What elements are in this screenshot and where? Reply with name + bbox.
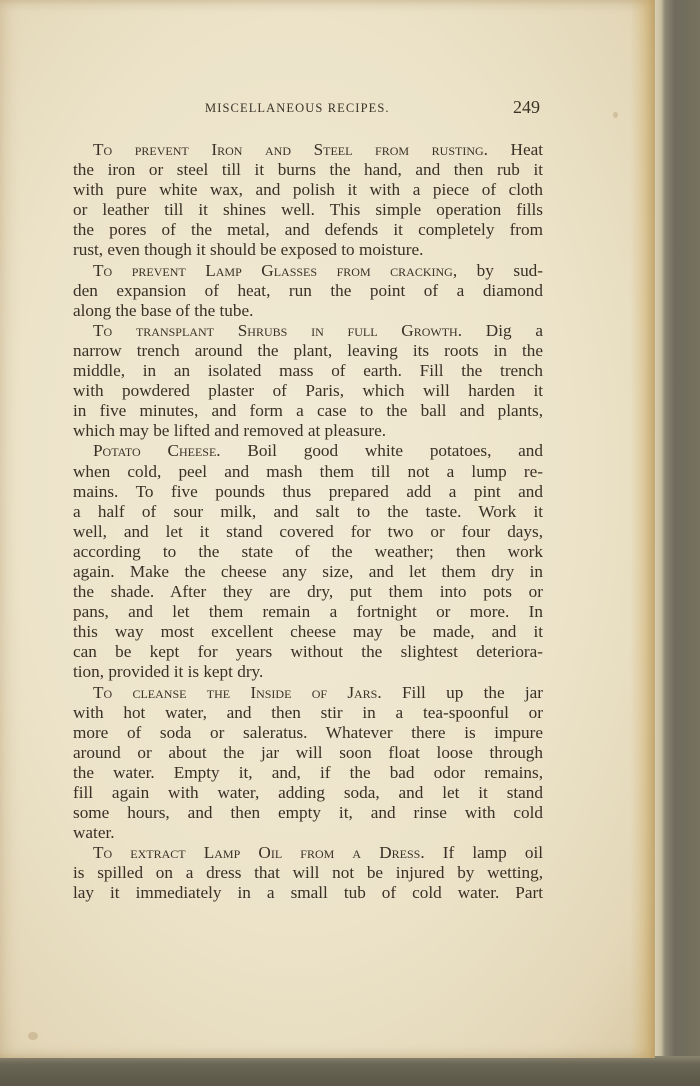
text-line [73,140,543,160]
recipe-text: by sud- [457,260,543,280]
text-line: a half of sour milk, and salt to the taste. Work it [73,501,543,521]
text-line [73,441,543,461]
text-line: the shade. After they are dry, put them into pots or [73,582,543,602]
foxing-spot [613,112,618,118]
text-line: according to the state of the weather; then work [73,541,543,561]
text-line [73,683,543,703]
body-text [73,140,543,904]
text-line: when cold, peel and mash them till not a lump re- [73,461,543,481]
text-line: with powdered plaster of Paris, which will harden it [73,381,543,401]
text-line: the water. Empty it, and, if the bad odor remains, [73,762,543,782]
recipe-text: Dig a [462,320,543,340]
text-line: or leather till it shines well. This simple operation fills [73,200,543,220]
running-head: MISCELLANEOUS RECIPES. [205,101,390,115]
text-line: this way most excellent cheese may be made, and it [73,622,543,642]
text-line: lay it immediately in a small tub of cold water. Part [73,883,543,903]
text-line [73,321,543,341]
book-bottom-edge [0,1056,700,1086]
text-line: mains. To five pounds thus prepared add a pint and [73,481,543,501]
recipe-heading: To cleanse the Inside of Jars. [93,682,382,702]
recipe-text: If lamp oil [424,843,543,863]
text-line: more of soda or saleratus. Whatever there is impure [73,722,543,742]
text-line: water. [73,823,115,843]
text-line: well, and let it stand covered for two or four days, [73,521,543,541]
text-line: with pure white wax, and polish it with a piece of cloth [73,180,543,200]
text-line [73,843,543,863]
text-line: again. Make the cheese any size, and let them dry in [73,561,543,581]
recipe-text: Fill up the jar [381,682,543,702]
recipe-heading: To extract Lamp Oil from a Dress. [93,843,425,863]
text-line: den expansion of heat, run the point of a diamond [73,280,543,300]
text-line: fill again with water, adding soda, and let it stand [73,783,543,802]
recipe-heading: To prevent Lamp Glasses from cracking, [93,260,458,280]
recipe-heading: Potato Cheese. [93,441,221,461]
text-line: in five minutes, and form a case to the ball and plants, [73,401,543,421]
text-line: narrow trench around the plant, leaving its roots in the [73,340,543,360]
recipe-heading: To prevent Iron and Steel from rusting. [93,140,488,159]
recipe-text: Boil good white potatoes, and [220,441,543,461]
text-line: can be kept for years without the slightest deteriora- [73,642,543,662]
text-line: pans, and let them remain a fortnight or more. In [73,602,543,622]
book-board-edge [655,0,700,1086]
text-line: middle, in an isolated mass of earth. Fill the trench [73,361,543,381]
recipe-text: Heat [487,140,543,159]
text-line: around or about the jar will soon float loose through [73,742,543,762]
text-line: along the base of the tube. [73,300,254,320]
text-line: is spilled on a dress that will not be injured by wetting, [73,863,543,883]
page-edge-discoloration [630,0,655,1058]
text-line: tion, provided it is kept dry. [73,662,264,682]
text-line: some hours, and then empty it, and rinse with cold [73,803,543,823]
text-line: the pores of the metal, and defends it completely from [73,220,543,240]
text-line: which may be lifted and removed at pleasure. [73,421,387,441]
recipe-heading: To transplant Shrubs in full Growth. [93,320,463,340]
text-line: rust, even though it should be exposed to moisture. [73,240,424,260]
foxing-spot [28,1032,38,1040]
text-line [73,261,543,281]
page-number: 249 [513,97,540,117]
text-line: the iron or steel till it burns the hand, and then rub it [73,160,543,180]
text-line: with hot water, and then stir in a tea-spoonful or [73,702,543,722]
